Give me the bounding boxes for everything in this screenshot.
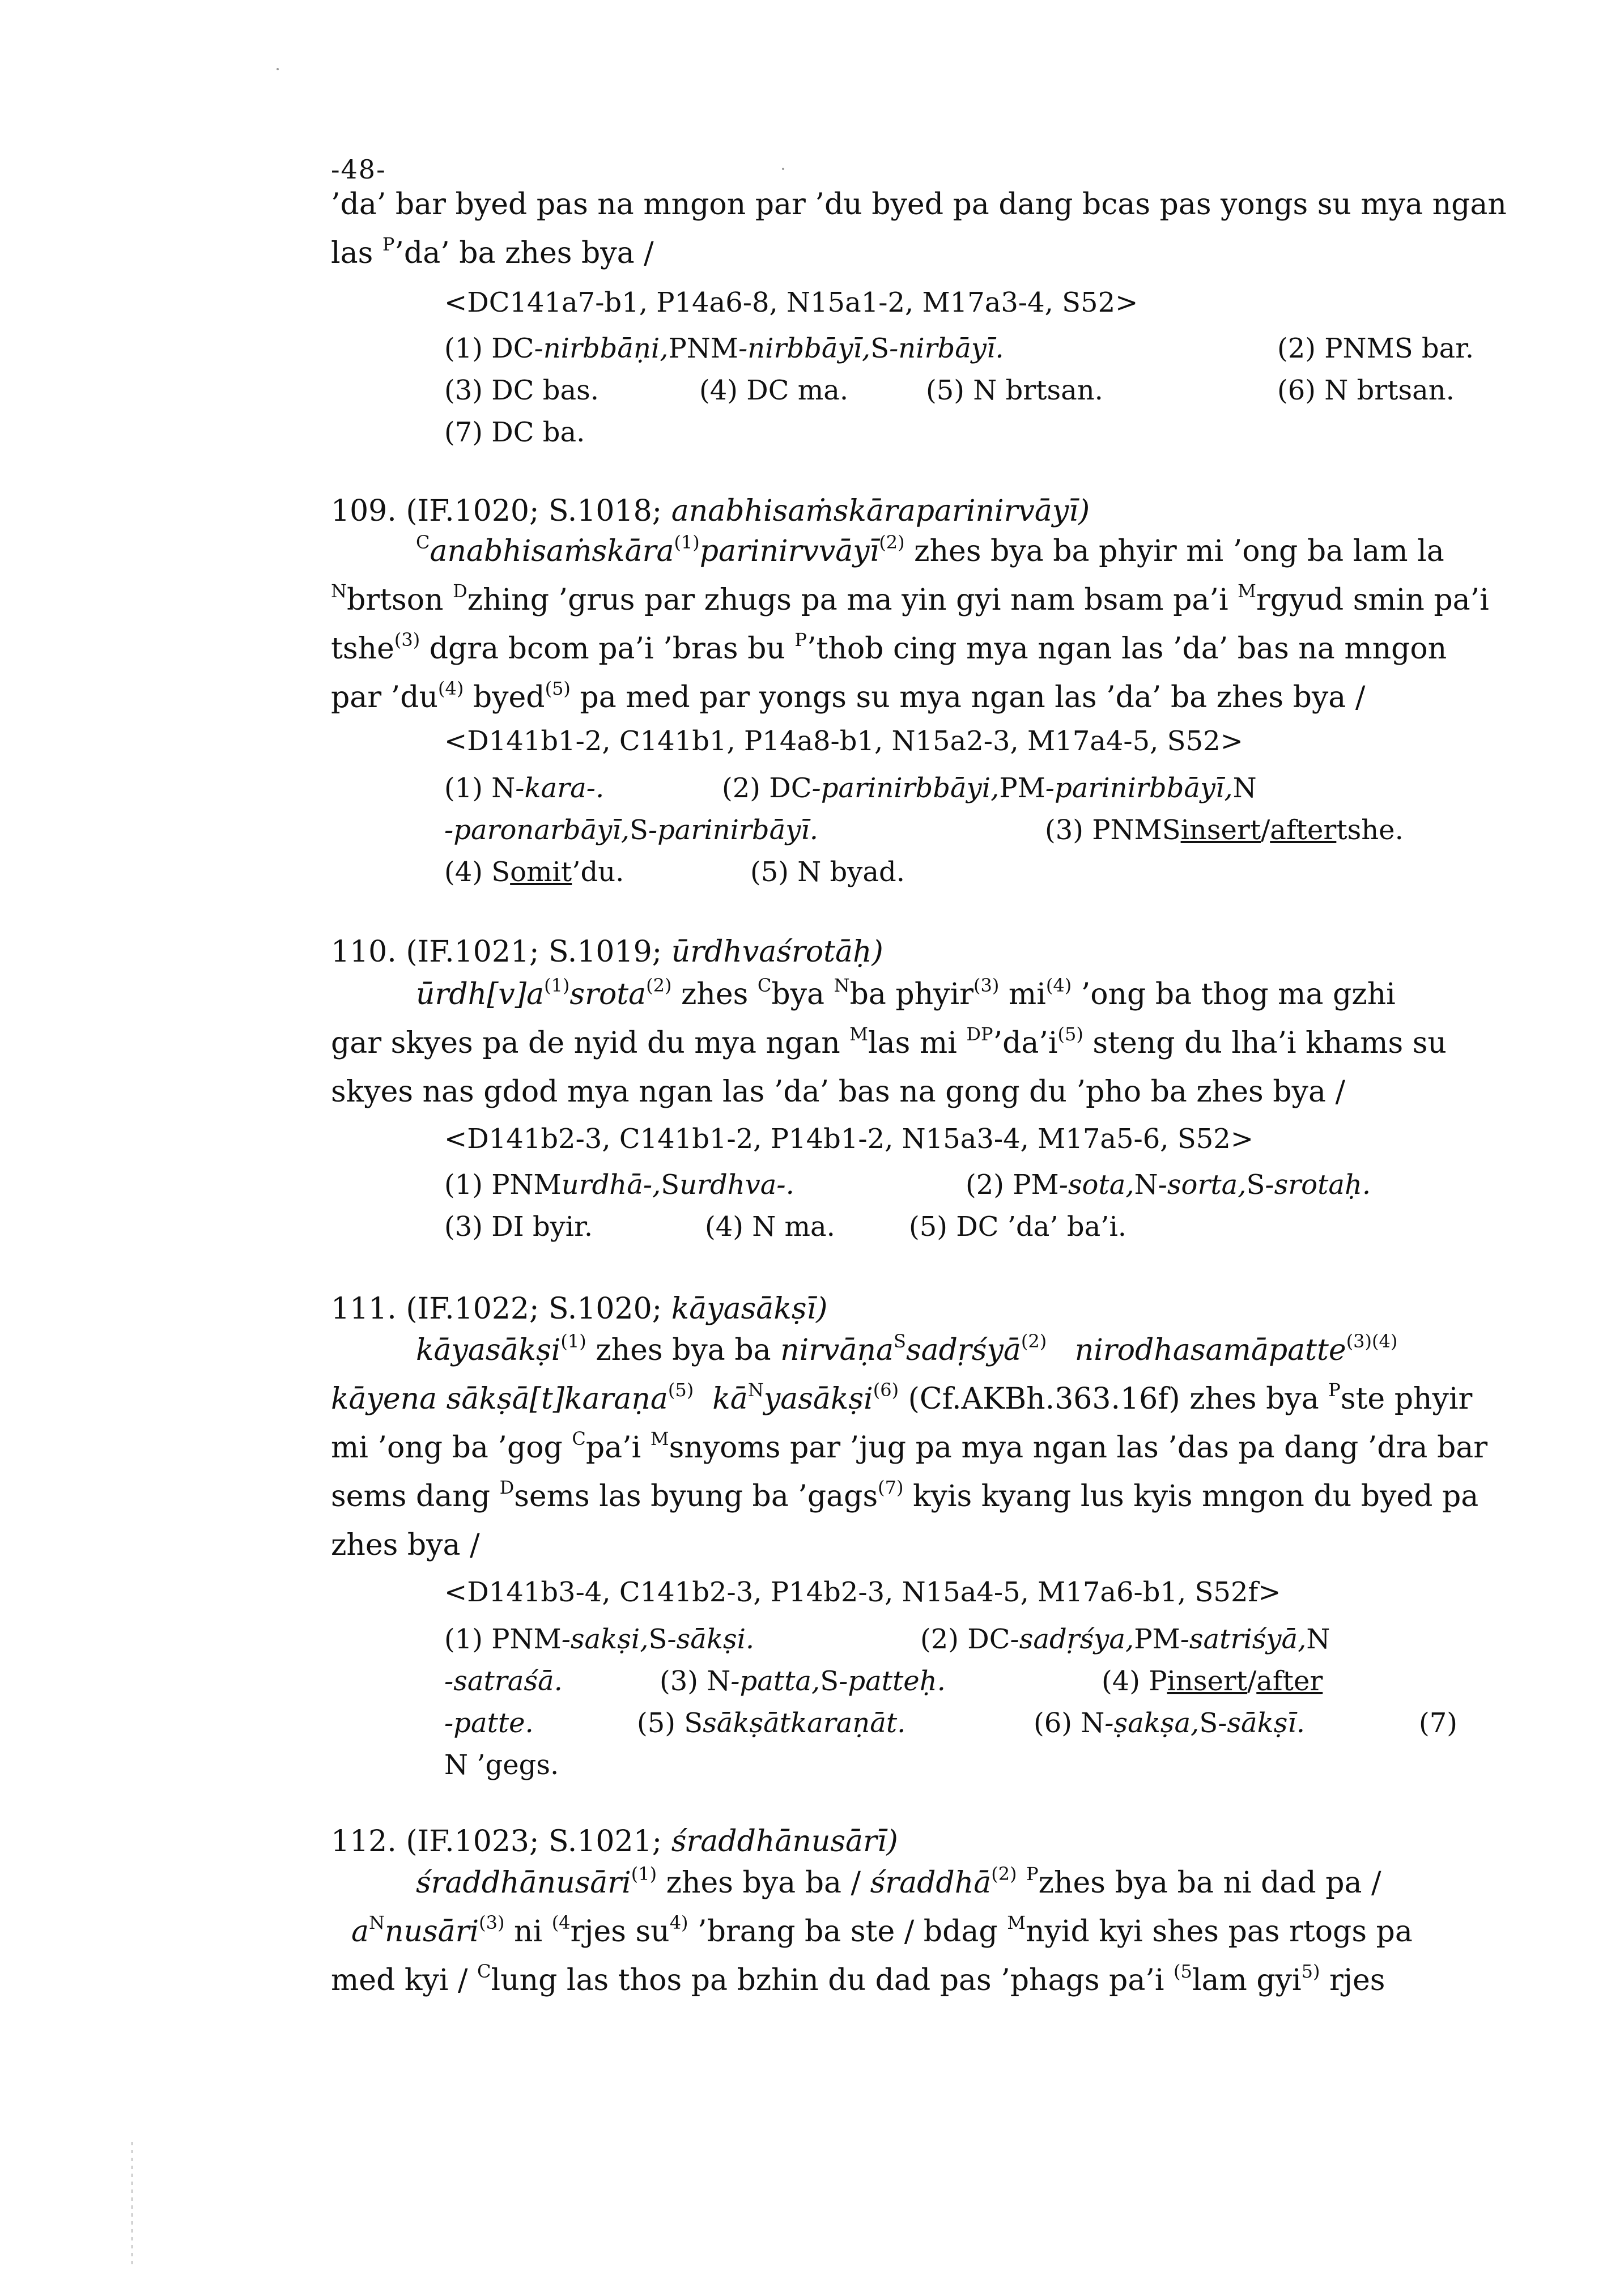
entry-notes-109: (1) N-kara-. (2) DC-parinirbbāyi,PM-parinirbbāyī,N -paronarbāyī,S-parinirbāyī. (3) PNMSinsert/aftertshe. (4) Somit’du. (5) N byad. — [444, 772, 1404, 888]
entry-body-111: kāyasākṣi$^{(1)}$ zhes bya ba nirvāṇa$^S$sadṛśyā$^{(2)}$ nirodhasamāpatte$^{(3)(4)}$ kāyena sākṣā[t]karaṇa$^{(5)}$ $kā^Nyasākṣi^{(6)}$ (Cf.AKBh.363.16f) zhes bya $^P$ste phyir mi ’ong ba ’gog $^C$pa’i $^M$snyoms par ’jug pa mya ngan las ’das pa dang ’dra bar sems dang $^D$sems las byung ba ’gags$^{(7)}$ kyis kyang lus kyis mngon du byed pa zhes bya / — [331, 1330, 1488, 1562]
page-number: -48- — [331, 154, 386, 185]
intro-line-1: ’da’ bar byed pas na mngon par ’du byed pa dang bcas pas yongs su mya ngan — [331, 188, 1507, 222]
intro-paragraph — [331, 180, 1532, 278]
entry-reference-110: <D141b2-3, C141b1-2, P14b1-2, N15a3-4, M17a5-6, S52> — [444, 1123, 1253, 1155]
entry-heading-109: 109. (IF.1020; S.1018; anabhisaṁskāraparinirvāyī) — [331, 494, 1090, 528]
note-row: (3) DC bas. (4) DC ma. (5) N brtsan. (6) N brtsan. — [444, 375, 1455, 406]
entry-body-112: śraddhānusāri$^{(1)}$ zhes bya ba / śraddhā$^{(2)}$ $^P$zhes bya ba ni dad pa / $a^Nnusāri^{(3)}$ ni $^{(4}$rjes $su^{4)}$ ’brang ba ste / bdag $^M$nyid kyi shes pas rtogs pa med kyi / $^C$lung las thos pa bzhin du dad pas ’phags pa’i $^{(5}$lam gyi$^{5)}$ rjes — [331, 1863, 1413, 1997]
entry-body-110: $ūrdh[v]a^{(1)}srota^{(2)}$ zhes $^C$bya $^N$ba phyir$^{(3)}$ $mi^{(4)}$ ’ong ba thog ma gzhi gar skyes pa de nyid du mya ngan $^M$las mi $^{DP}’da’i^{(5)}$ steng du lha’i khams su skyes nas gdod mya ngan las ’da’ bas na gong du ’pho ba zhes bya / — [331, 975, 1447, 1109]
intro-reference: <DC141a7-b1, P14a6-8, N15a1-2, M17a3-4, S52> — [444, 287, 1138, 318]
scan-speck — [782, 168, 784, 170]
entry-notes-110: (1) PNMurdhā-,Surdhva-. (2) PM-sota,N-sorta,S-srotaḥ. (3) DI byir. (4) N ma. (5) DC ’da’ ba’i. — [444, 1169, 1371, 1243]
entry-heading-110: 110. (IF.1021; S.1019; ūrdhvaśrotāḥ) — [331, 935, 883, 969]
note-row: (7) DC ba. — [444, 416, 585, 448]
note-row: (1) DC-nirbbāṇi,PNM-nirbbāyī,S-nirbāyī. (2) PNMS bar. — [444, 333, 1474, 364]
entry-heading-111: 111. (IF.1022; S.1020; kāyasākṣī) — [331, 1292, 828, 1326]
intro-notes — [444, 328, 1510, 453]
entry-notes-111: (1) PNM-sakṣi,S-sākṣi. (2) DC-sadṛśya,PM-satriśyā,N -satraśā. (3) N-patta,S-patteḥ. (4) Pinsert/after -patte. (5) Ssākṣātkaraṇāt. (6) N-ṣakṣa,S-sākṣī. (7) N ’gegs. — [444, 1623, 1457, 1781]
entry-reference-111: <D141b3-4, C141b2-3, P14b2-3, N15a4-5, M17a6-b1, S52f> — [444, 1576, 1281, 1608]
entry-reference-109: <D141b1-2, C141b1, P14a8-b1, N15a2-3, M17a4-5, S52> — [444, 725, 1243, 757]
scan-speck — [277, 68, 279, 70]
entry-body-109: $^C$anabhisaṁskāra$^{(1)}$parinirvvāyī$^{(2)}$ zhes bya ba phyir mi ’ong ba lam la $^N$brtson $^D$zhing ’grus par zhugs pa ma yin gyi nam bsam pa’i $^M$rgyud smin pa’i tshe$^{(3)}$ dgra bcom pa’i ’bras bu $^P$’thob cing mya ngan las ’da’ bas na mngon par $’du^{(4)}$ byed$^{(5)}$ pa med par yongs su mya ngan las ’da’ ba zhes bya / — [331, 532, 1489, 715]
scan-margin-line — [131, 2142, 133, 2267]
entry-heading-112: 112. (IF.1023; S.1021; śraddhānusārī) — [331, 1825, 898, 1859]
intro-line-2: las $^P$’da’ ba zhes bya / — [331, 233, 654, 270]
